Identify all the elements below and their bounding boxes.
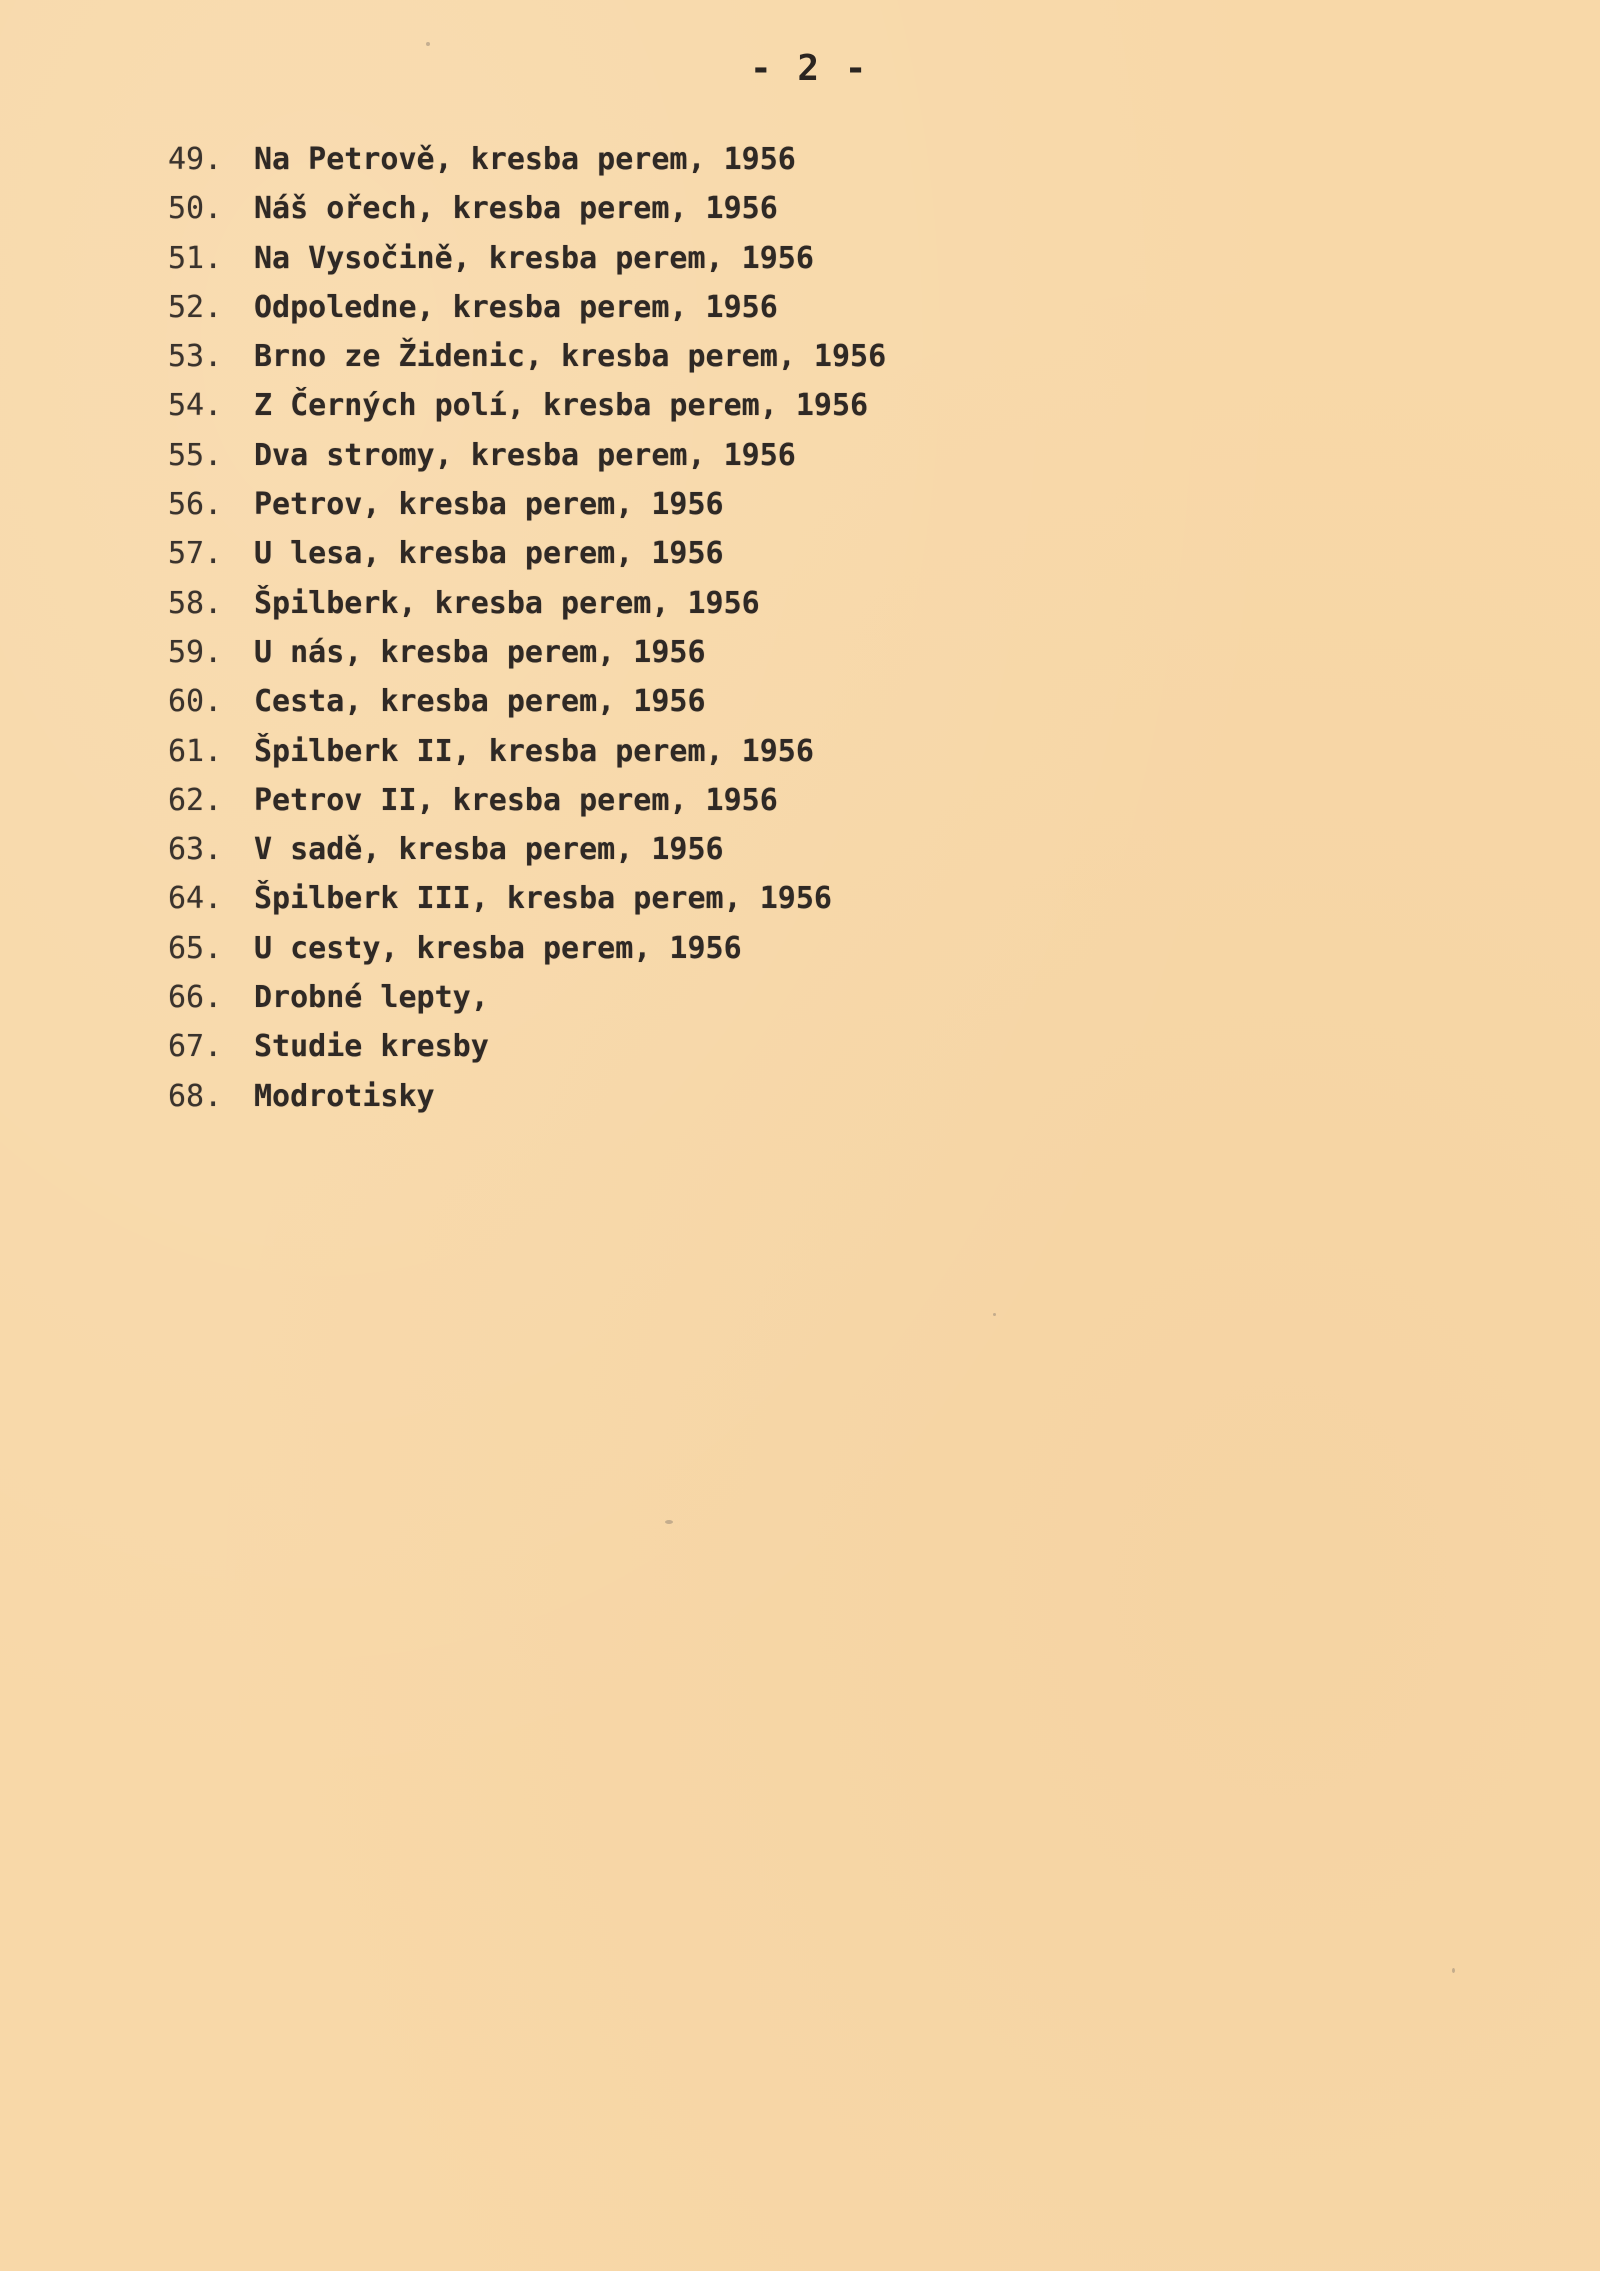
- entry-number: 50.: [168, 191, 223, 227]
- list-item: [168, 529, 886, 578]
- entry-text: U cesty, kresba perem, 1956: [254, 930, 742, 966]
- entry-number: 51.: [168, 240, 223, 276]
- entry-text: U lesa, kresba perem, 1956: [254, 536, 724, 572]
- entry-number: 53.: [168, 339, 223, 375]
- list-item: [168, 283, 886, 332]
- paper-speck: [1452, 1968, 1455, 1973]
- list-item: [168, 184, 886, 233]
- entry-text: Drobné lepty,: [254, 980, 489, 1016]
- list-item: [168, 973, 886, 1022]
- list-item: [168, 628, 886, 677]
- list-item: [168, 727, 886, 776]
- entry-list: [168, 135, 886, 1121]
- entry-number: 54.: [168, 388, 223, 424]
- paper-speck: [665, 1520, 673, 1524]
- entry-number: 67.: [168, 1029, 223, 1065]
- entry-number: 66.: [168, 980, 223, 1016]
- entry-text: U nás, kresba perem, 1956: [254, 634, 706, 670]
- entry-text: Brno ze Židenic, kresba perem, 1956: [254, 339, 887, 375]
- entry-text: Petrov II, kresba perem, 1956: [254, 782, 778, 818]
- entry-number: 55.: [168, 437, 223, 473]
- list-item: [168, 924, 886, 973]
- list-item: [168, 135, 886, 184]
- list-item: [168, 677, 886, 726]
- entry-number: 59.: [168, 634, 223, 670]
- list-item: [168, 1022, 886, 1071]
- list-item: [168, 579, 886, 628]
- list-item: [168, 234, 886, 283]
- entry-text: Petrov, kresba perem, 1956: [254, 487, 724, 523]
- entry-number: 61.: [168, 733, 223, 769]
- entry-number: 65.: [168, 930, 223, 966]
- entry-text: Na Vysočině, kresba perem, 1956: [254, 240, 814, 276]
- entry-number: 57.: [168, 536, 223, 572]
- list-item: [168, 874, 886, 923]
- entry-number: 64.: [168, 881, 223, 917]
- entry-text: Na Petrově, kresba perem, 1956: [254, 142, 796, 177]
- entry-text: Odpoledne, kresba perem, 1956: [254, 289, 778, 325]
- list-item: [168, 332, 886, 381]
- list-item: [168, 825, 886, 874]
- entry-number: 68.: [168, 1078, 223, 1114]
- page-number: - 2 -: [750, 48, 869, 89]
- paper-speck: [426, 42, 430, 46]
- entry-number: 52.: [168, 289, 223, 325]
- entry-text: Špilberk III, kresba perem, 1956: [254, 881, 832, 917]
- entry-text: Cesta, kresba perem, 1956: [254, 684, 706, 720]
- entry-text: Z Černých polí, kresba perem, 1956: [254, 388, 869, 424]
- entry-text: Špilberk, kresba perem, 1956: [254, 585, 760, 621]
- list-item: [168, 480, 886, 529]
- entry-text: V sadě, kresba perem, 1956: [254, 832, 724, 868]
- paper-speck: [993, 1313, 996, 1316]
- entry-number: 58.: [168, 585, 223, 621]
- list-item: [168, 381, 886, 430]
- entry-text: Studie kresby: [254, 1029, 489, 1065]
- entry-text: Náš ořech, kresba perem, 1956: [254, 191, 778, 227]
- entry-number: 63.: [168, 832, 223, 868]
- list-item: [168, 1072, 886, 1121]
- entry-number: 60.: [168, 684, 223, 720]
- entry-number: 62.: [168, 782, 223, 818]
- list-item: [168, 776, 886, 825]
- entry-text: Špilberk II, kresba perem, 1956: [254, 733, 814, 769]
- entry-number: 49.: [168, 142, 223, 177]
- list-item: [168, 431, 886, 480]
- entry-text: Dva stromy, kresba perem, 1956: [254, 437, 796, 473]
- entry-text: Modrotisky: [254, 1078, 435, 1114]
- entry-number: 56.: [168, 487, 223, 523]
